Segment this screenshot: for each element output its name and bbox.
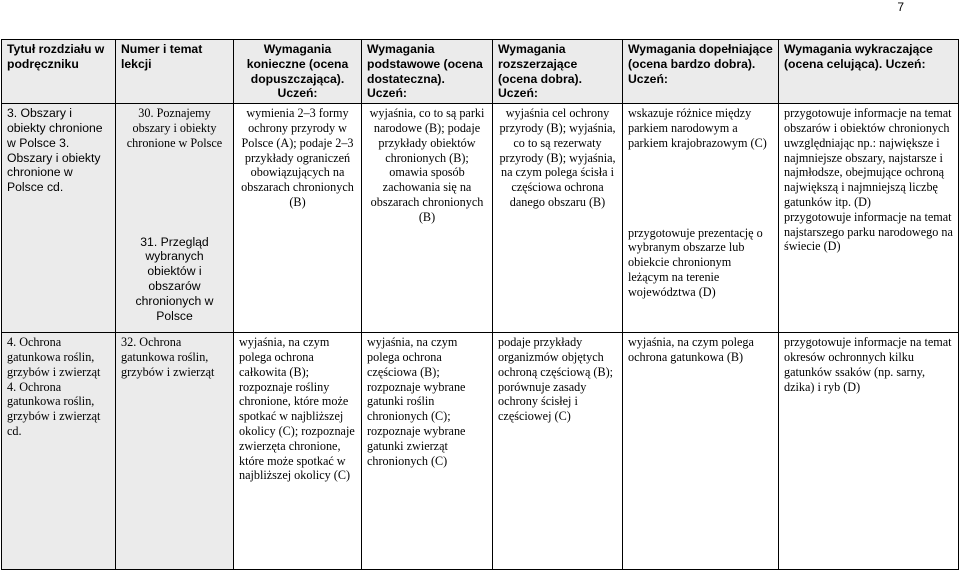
table-row <box>2 104 959 333</box>
requirement-cell <box>779 333 959 570</box>
table-row <box>2 333 959 570</box>
header-konieczne: Wymagania konieczne (ocena dopuszczająca). Uczeń: <box>234 40 362 104</box>
requirement-cell <box>493 104 623 333</box>
chapter-cell <box>2 333 116 570</box>
requirement-text: przygotowuje informacje na temat obszarów i obiektów chronionych uwzględniając np.: największe i najmniejsze obszary, najstarsze i najmłodsze, obejmujące ochroną największą i najmniejszą liczbę gatunków itp. (D) <box>784 106 952 209</box>
requirement-cell <box>234 104 362 333</box>
requirement-text: przygotowuje informacje na temat najstarszego parku narodowego na świecie (D) <box>784 209 953 254</box>
header-chapter: Tytuł rozdziału w podręczniku <box>2 40 116 104</box>
requirements-table <box>1 39 959 570</box>
requirement-cell <box>623 333 779 570</box>
lesson-cell <box>116 104 234 333</box>
requirement-cell <box>362 104 493 333</box>
chapter-title: 3. Obszary i obiekty chronione w Polsce 3. Obszary i obiekty chronione w Polsce cd. <box>7 106 103 195</box>
requirement-text: wyjaśnia, co to są parki narodowe (B); podaje przykłady obiektów chronionych (B); omawia sposób zachowania się na obszarach chronionych (B) <box>369 106 485 224</box>
requirement-text: wymienia 2–3 formy ochrony przyrody w Polsce (A); podaje 2–3 przykłady ograniczeń obowiązujących na obszarach chronionych (B) <box>241 106 354 209</box>
table-header-row <box>2 40 959 104</box>
requirement-text: wskazuje różnice między parkiem narodowym a parkiem krajobrazowym (C) <box>628 106 767 150</box>
lesson-title: 31. Przegląd wybranych obiektów i obszarów chronionych w Polsce <box>135 234 214 323</box>
lesson-cell <box>116 333 234 570</box>
requirement-text: podaje przykłady organizmów objętych ochroną częściową (B); porównuje zasady ochrony ścisłej i częściowej (C) <box>498 335 614 424</box>
requirement-cell <box>779 104 959 333</box>
page-number: 7 <box>897 0 904 14</box>
header-dopelniajace: Wymagania dopełniające (ocena bardzo dobra). Uczeń: <box>623 40 779 104</box>
requirement-cell <box>493 333 623 570</box>
requirement-text: wyjaśnia, na czym polega ochrona całkowita (B); rozpoznaje rośliny chronione, które może spotkać w najbliższej okolicy (C); rozpoznaje zwierzęta chronione, które może spotkać w najbliższej okolicy (C) <box>239 335 355 483</box>
header-wykraczajace: Wymagania wykraczające (ocena celująca). Uczeń: <box>779 40 959 104</box>
requirement-text: przygotowuje informacje na temat okresów ochronnych kilku gatunków ssaków (np. sarny, dzika) i ryb (D) <box>784 335 952 394</box>
requirement-text: wyjaśnia, na czym polega ochrona częściowa (B); rozpoznaje wybrane gatunki roślin chronionych (C); rozpoznaje wybrane gatunki zwierząt chronionych (C) <box>367 335 466 468</box>
header-podstawowe: Wymagania podstawowe (ocena dostateczna). Uczeń: <box>362 40 493 104</box>
requirement-text: wyjaśnia cel ochrony przyrody (B); wyjaśnia, co to są rezerwaty przyrody (B); wyjaśnia, na czym polega ścisła i częściowa ochrona danego obszaru (B) <box>499 106 616 209</box>
requirement-cell <box>234 333 362 570</box>
chapter-cell <box>2 104 116 333</box>
requirement-text: przygotowuje prezentację o wybranym obszarze lub obiekcie chronionym leżącym na terenie województwa (D) <box>628 225 763 299</box>
requirement-cell <box>362 333 493 570</box>
chapter-title: 4. Ochrona gatunkowa roślin, grzybów i zwierząt 4. Ochrona gatunkowa roślin, grzybów i zwierząt cd. <box>7 335 101 438</box>
lesson-title: 32. Ochrona gatunkowa roślin, grzybów i zwierząt <box>121 335 215 379</box>
header-lesson: Numer i temat lekcji <box>116 40 234 104</box>
lesson-title: 30. Poznajemy obszary i obiekty chronione w Polsce <box>126 106 223 150</box>
requirement-text: wyjaśnia, na czym polega ochrona gatunkowa (B) <box>628 335 754 364</box>
header-rozszerzajace: Wymagania rozszerzające (ocena dobra). Uczeń: <box>493 40 623 104</box>
requirement-cell <box>623 104 779 333</box>
